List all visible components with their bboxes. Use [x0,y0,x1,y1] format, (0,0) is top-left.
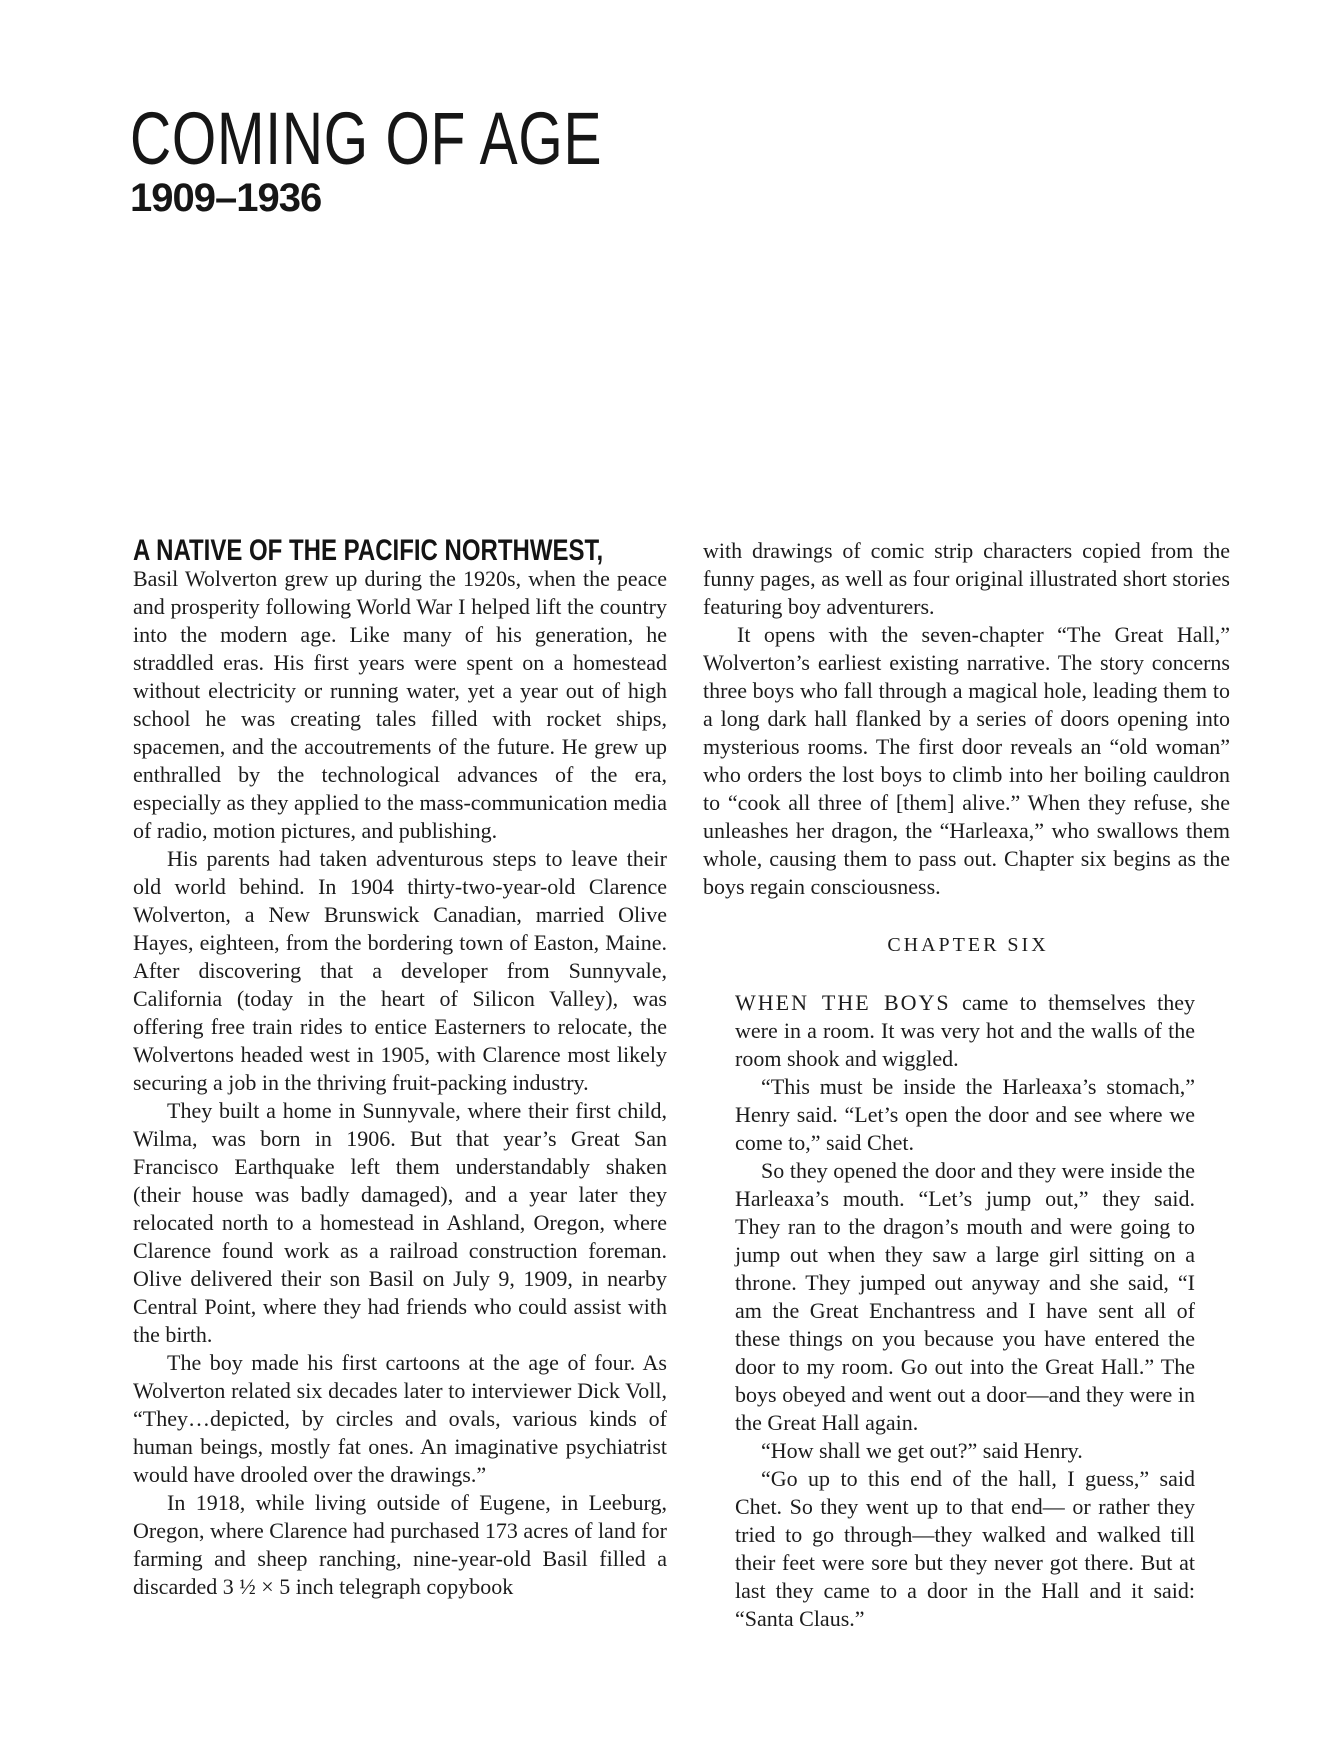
paragraph: The boy made his first cartoons at the age of four. As Wolverton related six decades later to interviewer Dick Voll, “They…depicted, by circles and ovals, various kinds of human beings, mostly fat ones. An imaginative psychiatrist would have drooled over the drawings.” [133,1350,667,1487]
excerpt-lead-caps: WHEN THE BOYS [735,990,951,1015]
excerpt-paragraphs [735,1073,1195,1633]
paragraph: “Go up to this end of the hall, I guess,” said Chet. So they went up to that end— or rather they tried to go through—they walked and walked till their feet were sore but they never got there. But at last they came to a door in the Hall and it said: “Santa Claus.” [735,1466,1195,1631]
lead-in-heading: A NATIVE OF THE PACIFIC NORTHWEST, [133,534,604,567]
text-column-right [703,537,1230,1633]
paragraph: “How shall we get out?” said Henry. [761,1438,1083,1463]
paragraph: They built a home in Sunnyvale, where their first child, Wilma, was born in 1906. But that year’s Great San Francisco Earthquake left them understandably shaken (their house was badly damaged), and a year later they relocated north to a homestead in Ashland, Oregon, where Clarence found work as a railroad construction foreman. Olive delivered their son Basil on July 9, 1909, in nearby Central Point, where they had friends who could assist with the birth. [133,1098,667,1347]
paragraph: “This must be inside the Harleaxa’s stomach,” Henry said. “Let’s open the door and see where we come to,” said Chet. [735,1074,1195,1155]
paragraph: In 1918, while living outside of Eugene, in Leeburg, Oregon, where Clarence had purchased 173 acres of land for farming and sheep ranching, nine-year-old Basil filled a discarded 3 ½ × 5 inch telegraph copybook [133,1490,667,1599]
excerpt-first-paragraph [735,989,1195,1073]
paragraph: So they opened the door and they were inside the Harleaxa’s mouth. “Let’s jump out,” they said. They ran to the dragon’s mouth and were going to jump out when they saw a large girl sitting on a throne. They jumped out anyway and she said, “I am the Great Enchantress and I have sent all of these things on you because you have entered the door to my room. Go out into the Great Hall.” The boys obeyed and went out a door—and they were in the Great Hall again. [735,1158,1195,1435]
right-paragraphs [703,537,1230,901]
paragraph: Basil Wolverton grew up during the 1920s, when the peace and prosperity following World War I helped lift the country into the modern age. Like many of his generation, he straddled eras. His first years were spent on a homestead without electricity or running water, yet a year out of high school he was creating tales filled with rocket ships, spacemen, and the accoutrements of the future. He grew up enthralled by the technological advances of the era, especially as they applied to the mass-communication media of radio, motion pictures, and publishing. [133,566,667,843]
excerpt-first-paragraph-text: came to themselves they were in a room. It was very hot and the walls of the room shook and wiggled. [735,990,1195,1071]
chapter-six-heading: CHAPTER SIX [887,934,1049,956]
page-subtitle: 1909–1936 [130,176,322,220]
left-paragraphs [133,565,667,1601]
text-column-left [133,534,667,1601]
chapter-masthead [130,97,743,220]
story-excerpt [735,989,1195,1633]
paragraph: It opens with the seven-chapter “The Great Hall,” Wolverton’s earliest existing narrative. The story concerns three boys who fall through a magical hole, leading them to a long dark hall flanked by a series of doors opening into mysterious rooms. The first door reveals an “old woman” who orders the lost boys to climb into her boiling cauldron to “cook all three of [them] alive.” When they refuse, she unleashes her dragon, the “Harleaxa,” who swallows them whole, causing them to pass out. Chapter six begins as the boys regain consciousness. [703,622,1230,899]
paragraph: His parents had taken adventurous steps to leave their old world behind. In 1904 thirty-two-year-old Clarence Wolverton, a New Brunswick Canadian, married Olive Hayes, eighteen, from the bordering town of Easton, Maine. After discovering that a developer from Sunnyvale, California (today in the heart of Silicon Valley), was offering free train rides to entice Easterners to relocate, the Wolvertons headed west in 1905, with Clarence most likely securing a job in the thriving fruit-packing industry. [133,846,667,1095]
paragraph: with drawings of comic strip characters copied from the funny pages, as well as four original illustrated short stories featuring boy adventurers. [703,538,1230,619]
page-title: COMING OF AGE [130,97,603,180]
